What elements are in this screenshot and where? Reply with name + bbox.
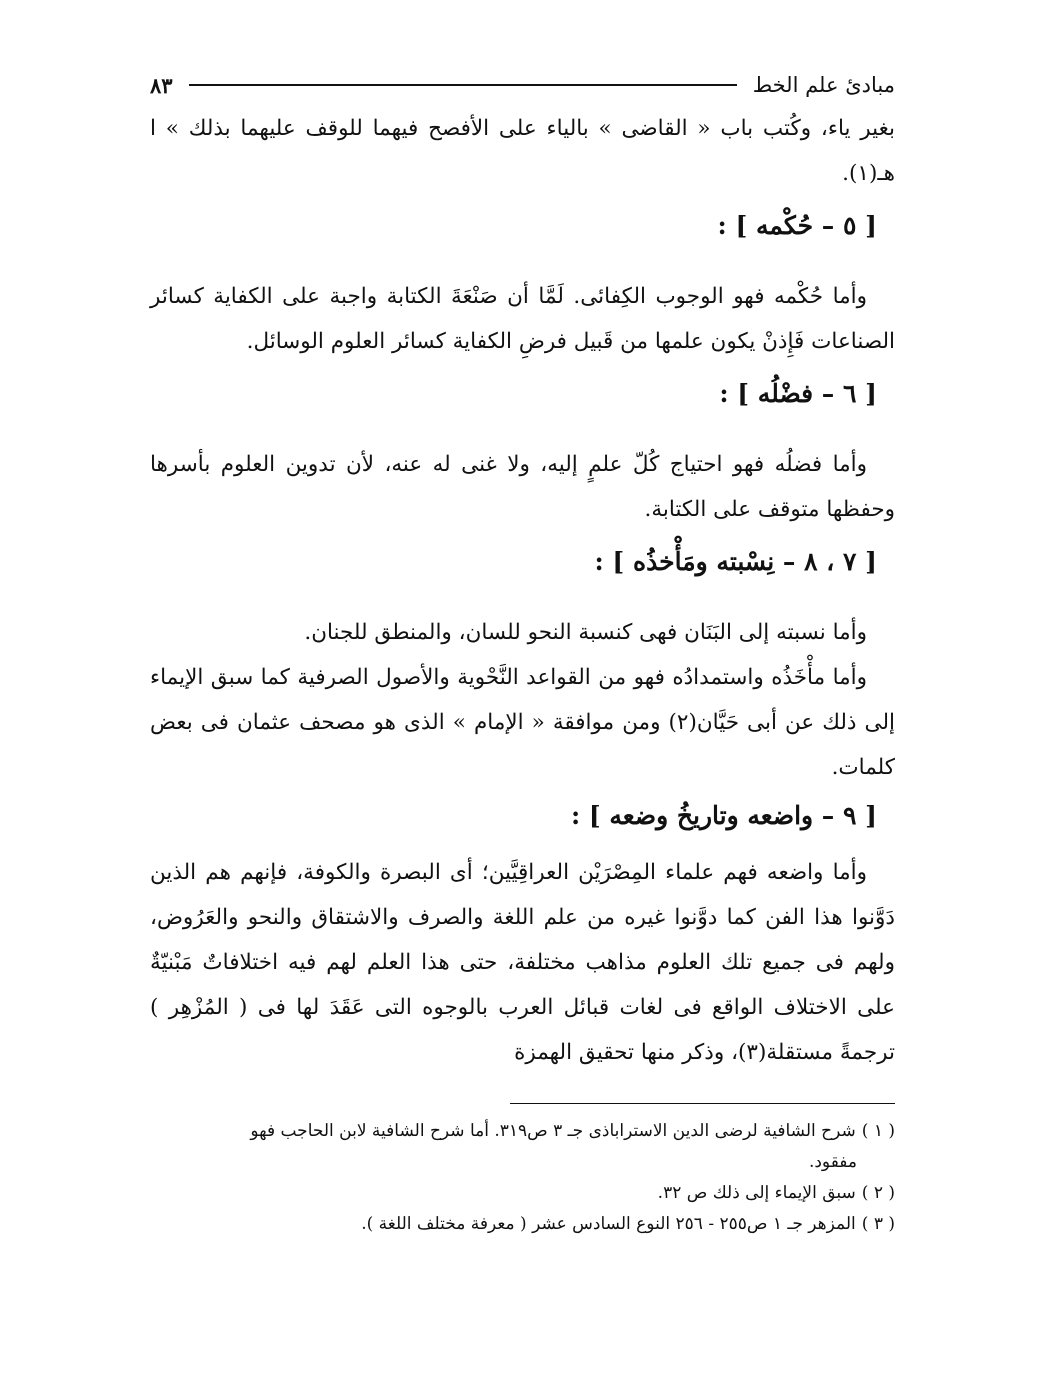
footnote-text: المزهر جـ ١ ص٢٥٥ - ٢٥٦ النوع السادس عشر ( معرفة مختلف اللغة ). <box>361 1214 856 1234</box>
footnote-divider <box>510 1103 895 1104</box>
section-heading-ruling: [ ٥ – حُكْمه ] : <box>717 211 877 240</box>
footnote-text: شرح الشافية لرضى الدين الاستراباذى جـ ٣ ص٣١٩. أما شرح الشافية لابن الحاجب فهو <box>250 1121 856 1141</box>
footnote-2 <box>150 1178 895 1209</box>
running-title: مبادئ علم الخط <box>752 73 895 97</box>
paragraph-ruling: وأما حُكْمه فهو الوجوب الكِفائى. لَمَّا أن صَنْعَةَ الكتابة واجبة على الكفاية كسائر الصناعات فَإِذنْ يكون علمها من قَبيل فرضِ الكفاية كسائر العلوم الوسائل. <box>150 284 895 354</box>
header-rule <box>189 84 737 86</box>
footnote-text: سبق الإيماء إلى ذلك ص ٣٢. <box>657 1183 856 1203</box>
section-heading-founder: [ ٩ – واضعه وتاريخُ وضعه ] : <box>570 801 877 830</box>
footnote-number: ( ١ ) <box>861 1121 895 1141</box>
footnote-number: ( ٢ ) <box>861 1183 895 1203</box>
paragraph-founder: وأما واضعه فهم علماء المِصْرَيْن العراقِيَّين؛ أى البصرة والكوفة، فإنهم هم الذين دَوَّنوا هذا الفن كما دوَّنوا غيره من علم اللغة والصرف والاشتقاق والنحو والعَرُوض، ولهم فى جميع تلك العلوم مذاهب مختلفة، حتى هذا العلم لهم فيه اختلافاتٌ مَبْنيّةٌ على الاختلاف الواقع فى لغات قبائل العرب بالوجوه التى عَقَدَ لها فى ( المُزْهِر ) ترجمةً مستقلة(٣)، وذكر منها تحقيق الهمزة <box>150 860 895 1065</box>
page-number: ٨٣ <box>150 72 173 98</box>
section-heading-relation-source: [ ٧ ، ٨ – نِسْبته ومَأْخذُه ] : <box>594 547 877 576</box>
paragraph-continuation: بغير ياء، وكُتب باب « القاضى » بالياء على الأفصح فيهما للوقف عليهما بذلك » ا هـ(١). <box>150 116 895 186</box>
paragraph-source: وأما مأْخَذُه واستمدادُه فهو من القواعد النَّحْوية والأصول الصرفية كما سبق الإيماء إلى ذلك عن أبى حَيَّان(٢) ومن موافقة « الإمام » الذى هو مصحف عثمان فى بعض كلمات. <box>150 665 896 780</box>
footnote-1 <box>150 1116 895 1178</box>
paragraph-relation: وأما نسبته إلى البَنَان فهى كنسبة النحو للسان، والمنطق للجنان. <box>304 620 867 645</box>
running-header <box>150 64 895 106</box>
footnotes <box>150 1116 895 1240</box>
footnote-number: ( ٣ ) <box>861 1214 895 1234</box>
footnote-text-continued: مفقود. <box>808 1152 857 1172</box>
book-page <box>150 64 895 1240</box>
footnote-3 <box>150 1209 895 1240</box>
section-heading-merit: [ ٦ – فضْلُه ] : <box>719 379 877 408</box>
paragraph-merit: وأما فضلُه فهو احتياج كُلّ علمٍ إليه، ولا غنى له عنه، لأن تدوين العلوم بأسرها وحفظها متوقف على الكتابة. <box>150 452 895 522</box>
